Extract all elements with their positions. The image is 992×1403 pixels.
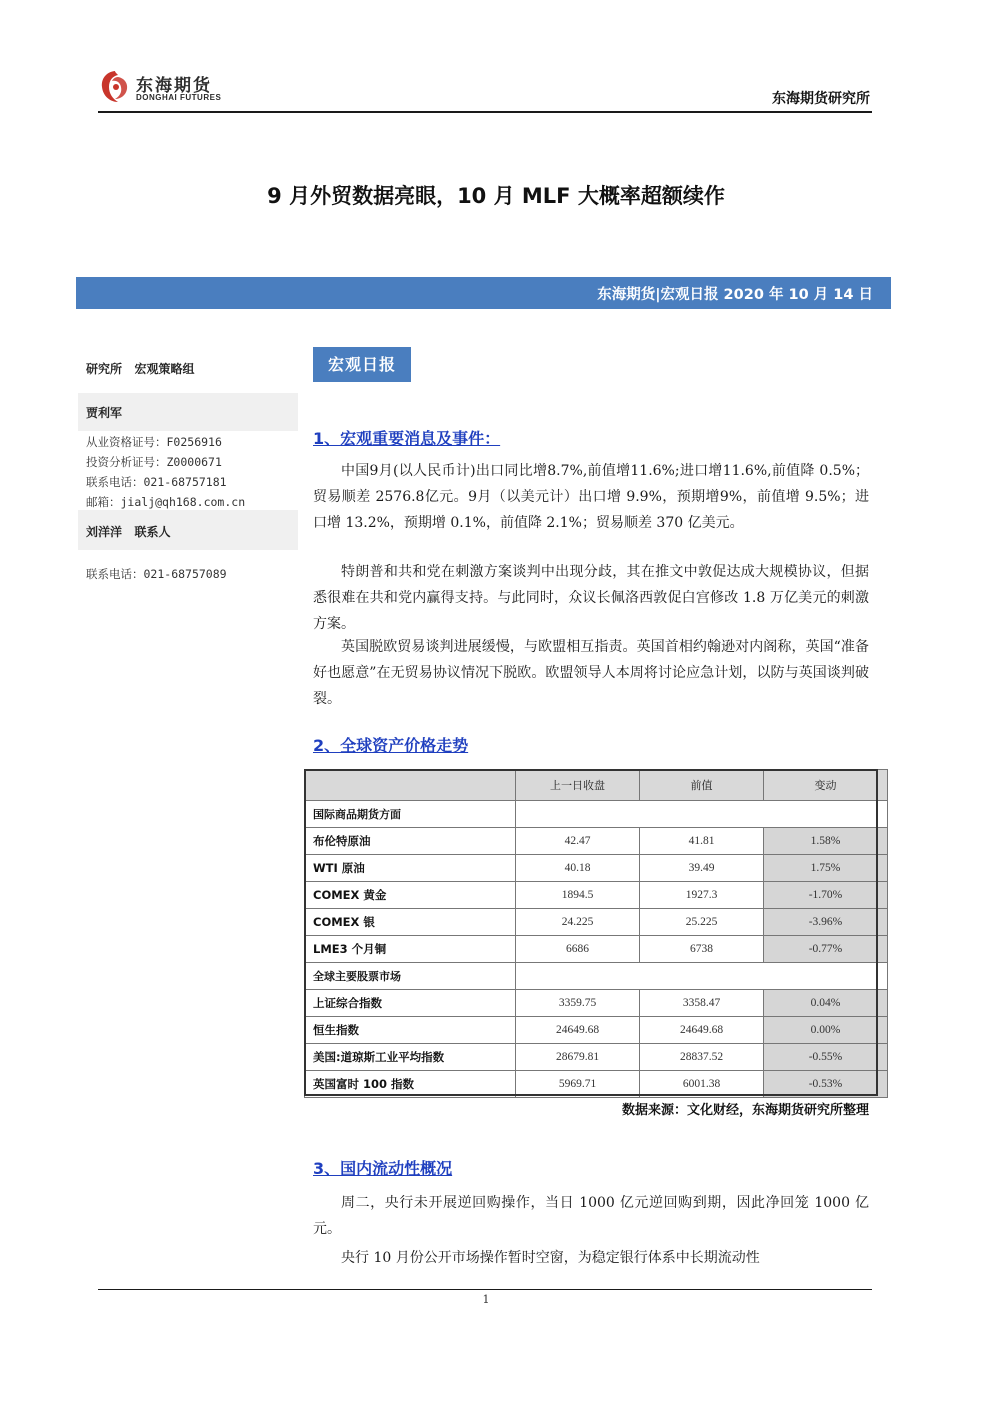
asset-name: COMEX 银 (305, 909, 516, 936)
analyst1-name-block (78, 393, 298, 431)
table-header-row (305, 770, 888, 801)
last-close: 24649.68 (516, 1017, 640, 1044)
analyst1-email[interactable]: 邮箱：jialj@qh168.com.cn (86, 495, 246, 509)
last-close: 3359.75 (516, 990, 640, 1017)
last-close: 40.18 (516, 855, 640, 882)
section2-heading: 2、全球资产价格走势 (313, 736, 469, 755)
analyst1-phone: 联系电话：021-68757181 (86, 475, 227, 489)
table-row (305, 855, 888, 882)
table-category-commodities: 国际商品期货方面 (305, 801, 516, 828)
previous-value: 6738 (640, 936, 764, 963)
analyst2-name-block (78, 510, 298, 550)
analyst1-name: 贾利军 (86, 406, 123, 420)
asset-name: 上证综合指数 (305, 990, 516, 1017)
section1-paragraph-stimulus: 特朗普和共和党在刺激方案谈判中出现分歧，其在推文中敦促达成大规模协议，但据悉很难在共和党内赢得支持。与此同时，众议长佩洛西敦促白宫修改 1.8 万亿美元的刺激方案。 (313, 564, 869, 632)
report-banner (76, 277, 891, 309)
previous-value: 28837.52 (640, 1044, 764, 1071)
last-close: 42.47 (516, 828, 640, 855)
table-row (305, 936, 888, 963)
asset-name: 美国:道琼斯工业平均指数 (305, 1044, 516, 1071)
analyst1-qualification: 从业资格证号：F0256916 (86, 435, 222, 449)
change-pct: 0.00% (764, 1017, 888, 1044)
footer-divider (98, 1289, 872, 1290)
change-pct: -0.55% (764, 1044, 888, 1071)
change-pct: -1.70% (764, 882, 888, 909)
dragon-logo-icon (98, 68, 132, 106)
section1-paragraph-trade: 中国9月(以人民币计)出口同比增8.7%,前值增11.6%;进口增11.6%,前值降 0.5%；贸易顺差 2576.8亿元。9月（以美元计）出口增 9.9%，预期增9%，前值增 9.5%；进口增 13.2%，预期增 0.1%，前值降 2.1%；贸易顺差 370 亿美元。 (313, 463, 869, 531)
change-pct: 1.58% (764, 828, 888, 855)
change-pct: 0.04% (764, 990, 888, 1017)
section3-paragraph-omo: 央行 10 月份公开市场操作暂时空窗，为稳定银行体系中长期流动性 (341, 1250, 760, 1266)
change-pct: 1.75% (764, 855, 888, 882)
table-row (305, 909, 888, 936)
asset-name: WTI 原油 (305, 855, 516, 882)
table-category-empty (516, 801, 888, 828)
last-close: 1894.5 (516, 882, 640, 909)
section3-heading: 3、国内流动性概况 (313, 1159, 453, 1178)
last-close: 24.225 (516, 909, 640, 936)
analyst1-analysis-cert: 投资分析证号：Z0000671 (86, 455, 222, 469)
table-row (305, 990, 888, 1017)
section1-paragraph-brexit: 英国脱欧贸易谈判进展缓慢，与欧盟相互指责。英国首相约翰逊对内阁称，英国“准备好也愿意”在无贸易协议情况下脱欧。欧盟领导人本周将讨论应急计划，以防与英国谈判破裂。 (313, 639, 869, 707)
previous-value: 6001.38 (640, 1071, 764, 1098)
table-row (305, 1017, 888, 1044)
table-header-cell (305, 770, 516, 801)
table-row (305, 1044, 888, 1071)
last-close: 28679.81 (516, 1044, 640, 1071)
asset-name: COMEX 黄金 (305, 882, 516, 909)
analyst2-phone: 联系电话：021-68757089 (86, 567, 227, 581)
asset-name: 恒生指数 (305, 1017, 516, 1044)
table-category-row (305, 963, 888, 990)
analyst2-name: 刘洋洋 联系人 (86, 525, 171, 539)
table-category-row (305, 801, 888, 828)
asset-name: 英国富时 100 指数 (305, 1071, 516, 1098)
donghai-logo (98, 68, 228, 108)
table-row (305, 828, 888, 855)
section1-heading: 1、宏观重要消息及事件： (313, 429, 501, 448)
previous-value: 3358.47 (640, 990, 764, 1017)
change-pct: -0.77% (764, 936, 888, 963)
table-row (305, 1071, 888, 1098)
change-pct: -3.96% (764, 909, 888, 936)
table-category-stocks: 全球主要股票市场 (305, 963, 516, 990)
previous-value: 39.49 (640, 855, 764, 882)
asset-price-table (304, 769, 888, 1098)
previous-value: 1927.3 (640, 882, 764, 909)
previous-value: 41.81 (640, 828, 764, 855)
last-close: 5969.71 (516, 1071, 640, 1098)
report-title: 9 月外贸数据亮眼，10 月 MLF 大概率超额续作 (267, 184, 725, 208)
page-number: 1 (482, 1293, 490, 1306)
table-header-cell: 上一日收盘 (516, 770, 640, 801)
table-category-empty (516, 963, 888, 990)
table-header-cell: 前值 (640, 770, 764, 801)
logo-english-text: DONGHAI FUTURES (136, 93, 222, 102)
section3-paragraph-repo: 周二，央行未开展逆回购操作，当日 1000 亿元逆回购到期，因此净回笼 1000 亿元。 (313, 1195, 869, 1237)
change-pct: -0.53% (764, 1071, 888, 1098)
table-header-cell: 变动 (764, 770, 888, 801)
asset-name: 布伦特原油 (305, 828, 516, 855)
banner-text: 东海期货|宏观日报 2020 年 10 月 14 日 (597, 287, 873, 303)
previous-value: 24649.68 (640, 1017, 764, 1044)
last-close: 6686 (516, 936, 640, 963)
previous-value: 25.225 (640, 909, 764, 936)
asset-name: LME3 个月铜 (305, 936, 516, 963)
logo-chinese-text: 东海期货 (136, 76, 212, 96)
table-data-source: 数据来源：文化财经，东海期货研究所整理 (621, 1103, 869, 1118)
table-row (305, 882, 888, 909)
header-institute-title: 东海期货研究所 (772, 91, 870, 107)
header-divider (98, 111, 872, 113)
sidebar-dept: 研究所 宏观策略组 (86, 362, 195, 376)
report-type-tag: 宏观日报 (313, 347, 411, 382)
